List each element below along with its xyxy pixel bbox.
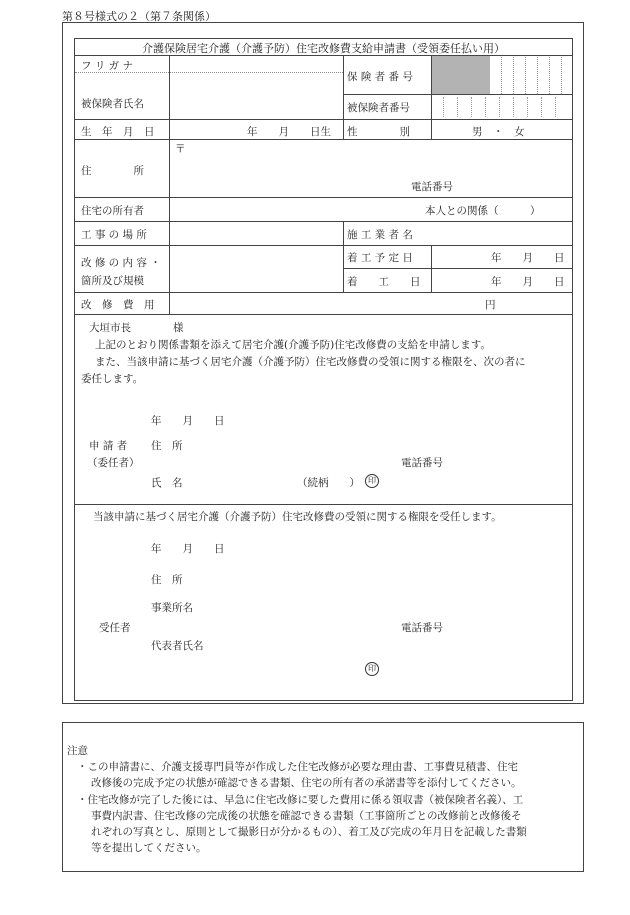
applicant-name-label: 氏 名 bbox=[151, 477, 183, 489]
applicant-phone-label: 電話番号 bbox=[401, 457, 443, 469]
note-line-2: 改修後の完成予定の状態が確認できる書類、住宅の所有者の承諾書等を添付してください。 bbox=[91, 777, 522, 789]
application-form bbox=[62, 22, 584, 704]
sex-value: 男 ・ 女 bbox=[472, 126, 525, 138]
relation-label: 本人との関係（ ） bbox=[425, 205, 541, 217]
birthdate-value: 年 月 日生 bbox=[247, 126, 331, 138]
insurer-number-label: 保 険 者 番 号 bbox=[347, 71, 413, 83]
contractor-label: 施 工 業 者 名 bbox=[347, 229, 413, 241]
postal-mark: 〒 bbox=[175, 143, 186, 155]
insured-name-label: 被保険者氏名 bbox=[81, 98, 144, 110]
note-line-1: ・この申請書に、介護支援専門員等が作成した住宅改修が必要な理由書、工事費見積書、住宅 bbox=[77, 761, 518, 773]
form-number: 第８号様式の２（第７条関係） bbox=[62, 10, 216, 23]
delegation-statement-2: 委任します。 bbox=[81, 373, 144, 385]
form-inner-border bbox=[74, 38, 573, 701]
notes-box bbox=[62, 722, 584, 872]
cost-yen: 円 bbox=[485, 299, 496, 311]
addressee: 大垣市長 様 bbox=[89, 322, 184, 334]
address-label: 住 所 bbox=[81, 165, 144, 177]
delegate-address-label: 住 所 bbox=[151, 574, 183, 586]
delegate-date: 年 月 日 bbox=[151, 543, 225, 555]
insurer-number-shaded bbox=[432, 56, 490, 94]
note-line-3: ・住宅改修が完了した後には、早急に住宅改修に要した費用に係る領収書（被保険者名義）、工 bbox=[77, 794, 524, 806]
address-phone-label: 電話番号 bbox=[411, 181, 453, 193]
note-line-5: れぞれの写真とし、原則として撮影日が分かるもの）、着工及び完成の年月日を記載した書類 bbox=[91, 826, 527, 838]
applicant-address-label: 住 所 bbox=[151, 440, 183, 452]
delegate-seal-icon: 印 bbox=[365, 662, 379, 676]
delegate-label: 受任者 bbox=[99, 622, 131, 634]
start-planned-date: 年 月 日 bbox=[491, 252, 565, 264]
start-planned-label: 着 工 予 定 日 bbox=[347, 252, 413, 264]
start-label: 着 工 日 bbox=[347, 276, 421, 288]
work-place-label: 工 事 の 場 所 bbox=[81, 229, 147, 241]
notes-heading: 注意 bbox=[67, 745, 88, 757]
owner-label: 住宅の所有者 bbox=[81, 205, 144, 217]
applicant-relation: （続柄 ） bbox=[297, 477, 360, 489]
content-label-2: 箇所及び規模 bbox=[81, 275, 144, 287]
cost-label: 改 修 費 用 bbox=[81, 299, 155, 311]
sex-label: 性 別 bbox=[347, 126, 410, 138]
furigana-label: フ リ ガ ナ bbox=[81, 60, 134, 72]
representative-name-label: 代表者氏名 bbox=[151, 640, 204, 652]
content-label-1: 改 修 の 内 容 ・ bbox=[81, 257, 161, 269]
form-title: 介護保険居宅介護（介護予防）住宅改修費支給申請書（受領委任払い用） bbox=[142, 42, 505, 55]
insured-number-label: 被保険者番号 bbox=[347, 102, 410, 114]
delegation-statement-1: また、当該申請に基づく居宅介護（介護予防）住宅改修費の受領に関する権限を、次の者に bbox=[95, 356, 526, 368]
application-statement: 上記のとおり関係書類を添えて居宅介護(介護予防)住宅改修費の支給を申請します。 bbox=[95, 339, 491, 351]
birthdate-label: 生 年 月 日 bbox=[81, 126, 155, 138]
delegate-office-label: 事業所名 bbox=[151, 602, 193, 614]
note-line-6: 等を提出してください。 bbox=[91, 842, 207, 854]
delegate-phone-label: 電話番号 bbox=[401, 622, 443, 634]
applicant-seal-icon: 印 bbox=[365, 474, 379, 488]
applicant-label: 申 請 者 bbox=[89, 440, 128, 452]
delegate-statement: 当該申請に基づく居宅介護（介護予防）住宅改修費の受領に関する権限を受任します。 bbox=[93, 511, 502, 523]
start-date: 年 月 日 bbox=[491, 276, 565, 288]
note-line-4: 事費内訳書、住宅改修の完成後の状態を確認できる書類（工事箇所ごとの改修前と改修後そ bbox=[91, 810, 522, 822]
delegator-label: （委任者） bbox=[87, 457, 140, 469]
applicant-date: 年 月 日 bbox=[151, 415, 225, 427]
